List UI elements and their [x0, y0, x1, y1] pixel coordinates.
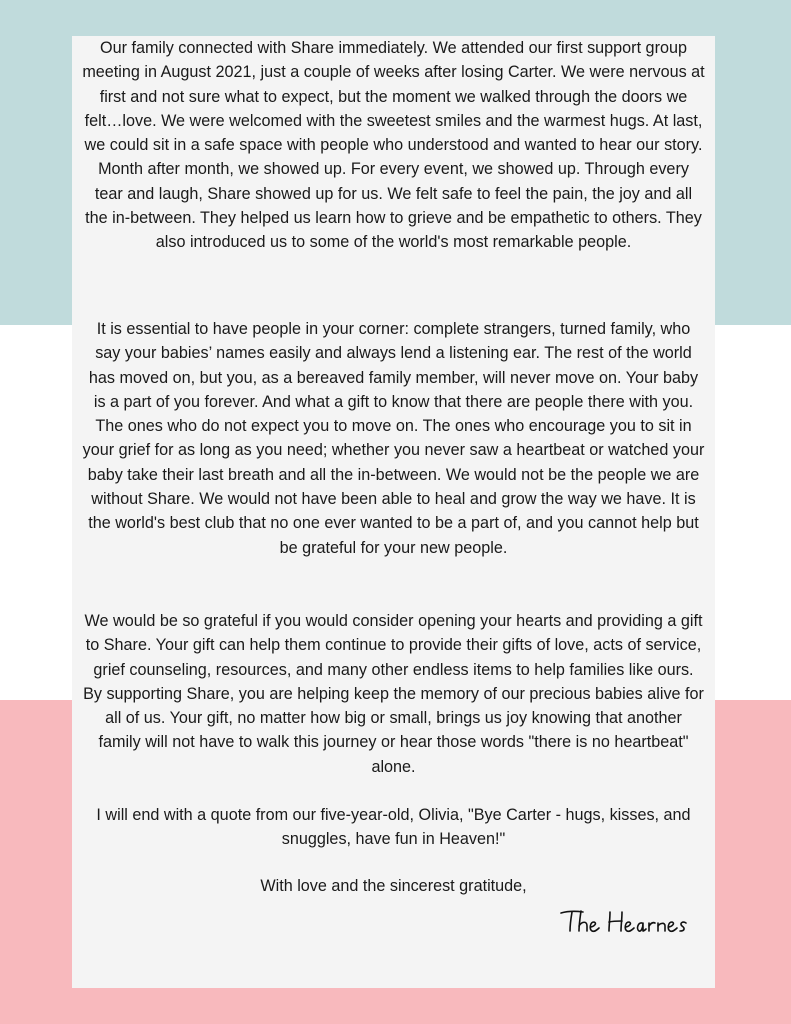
letter-paragraph-3: We would be so grateful if you would consider opening your hearts and providing a gift to Share. Your gift can help them continue to provide their gifts of love, acts of service, grief counseling, resources, and many other endless items to help families like ours. By supporting Share, you are helping keep the memory of our precious babies alive for all of us. Your gift, no matter how big or small, brings us joy knowing that another family will not have to walk this journey or hear those words "there is no heartbeat" alone. [83, 612, 704, 776]
handwritten-signature [558, 904, 698, 938]
letter-paragraph-1: Our family connected with Share immediately. We attended our first support group meeting in August 2021, just a couple of weeks after losing Carter. We were nervous at first and not sure what to expect, but the moment we walked through the doors we felt…love. We were welcomed with the sweetest smiles and the warmest hugs. At last, we could sit in a safe space with people who understood and wanted to hear our story. Month after month, we showed up. For every event, we showed up. Through every tear and laugh, Share showed up for us. We felt safe to feel the pain, the joy and all the in-between. They helped us learn how to grieve and be empathetic to others. They also introduced us to some of the world's most remarkable people. [82, 39, 705, 252]
letter-card [72, 36, 715, 988]
letter-paragraph-2: It is essential to have people in your corner: complete strangers, turned family, who say your babies’ names easily and always lend a listening ear. The rest of the world has moved on, but you, as a bereaved family member, will never move on. Your baby is a part of you forever. And what a gift to know that there are people there with you. The ones who do not expect you to move on. The ones who encourage you to sit in your grief for as long as you need; whether you never saw a heartbeat or watched your baby take their last breath and all the in-between. We would not be the people we are without Share. We would not have been able to heal and grow the way we have. It is the world's best club that no one ever wanted to be a part of, and you cannot help but be grateful for your new people. [82, 320, 705, 557]
letter-closing: With love and the sincerest gratitude, [260, 877, 527, 895]
letter-paragraph-4: I will end with a quote from our five-year-old, Olivia, "Bye Carter - hugs, kisses, and snuggles, have fun in Heaven!" [96, 806, 691, 849]
